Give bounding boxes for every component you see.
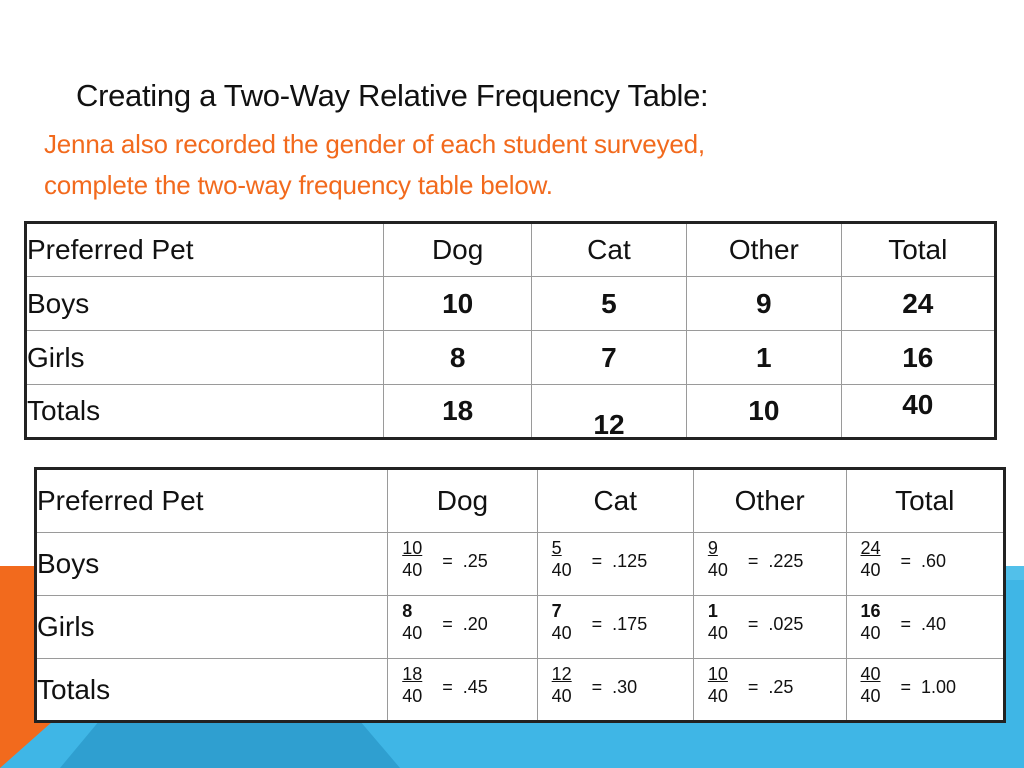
table-row bbox=[26, 331, 996, 385]
fraction-cell bbox=[846, 596, 1004, 659]
denominator: 40 bbox=[402, 686, 423, 706]
decimal-result: = .025 bbox=[747, 614, 804, 634]
denominator: 40 bbox=[551, 560, 572, 580]
header-cell: Preferred Pet bbox=[26, 223, 384, 277]
numerator: 24 bbox=[860, 538, 881, 558]
numerator: 1 bbox=[707, 601, 718, 621]
header-cell: Other bbox=[687, 223, 841, 277]
table-row bbox=[26, 277, 996, 331]
table-header-row bbox=[26, 223, 996, 277]
fraction-cell bbox=[388, 596, 537, 659]
decimal-result: = .225 bbox=[747, 551, 804, 571]
header-cell: Dog bbox=[384, 223, 531, 277]
row-label: Boys bbox=[36, 533, 388, 596]
table-cell: 10 bbox=[687, 385, 841, 439]
slide-title: Creating a Two-Way Relative Frequency Table: bbox=[76, 78, 709, 113]
row-label: Totals bbox=[36, 659, 388, 722]
numerator: 10 bbox=[402, 538, 423, 558]
cell-value: 40 bbox=[902, 389, 934, 420]
table-cell bbox=[531, 385, 686, 439]
denominator: 40 bbox=[402, 623, 423, 643]
decimal-result: = .175 bbox=[591, 614, 648, 634]
decimal-result: = .25 bbox=[442, 551, 488, 571]
denominator: 40 bbox=[707, 623, 728, 643]
fraction-cell bbox=[693, 533, 846, 596]
table-cell: 7 bbox=[531, 331, 686, 385]
table-cell: 5 bbox=[531, 277, 686, 331]
decimal-result: = .25 bbox=[747, 677, 794, 697]
numerator: 40 bbox=[860, 664, 881, 684]
denominator: 40 bbox=[402, 560, 423, 580]
fraction-cell bbox=[693, 659, 846, 722]
numerator: 12 bbox=[551, 664, 572, 684]
denominator: 40 bbox=[860, 686, 881, 706]
decimal-result: = 1.00 bbox=[900, 677, 957, 697]
fraction-cell bbox=[537, 533, 693, 596]
table-cell: 10 bbox=[384, 277, 531, 331]
instruction-line-2: complete the two-way frequency table below. bbox=[44, 170, 553, 200]
decimal-result: = .125 bbox=[591, 551, 648, 571]
row-label: Girls bbox=[36, 596, 388, 659]
table-row bbox=[36, 533, 1005, 596]
instruction-text bbox=[44, 124, 944, 206]
header-cell: Total bbox=[841, 223, 995, 277]
table-cell: 8 bbox=[384, 331, 531, 385]
table-header-row bbox=[36, 469, 1005, 533]
table-cell bbox=[841, 385, 995, 439]
instruction-line-1: Jenna also recorded the gender of each student surveyed, bbox=[44, 129, 705, 159]
header-cell: Other bbox=[693, 469, 846, 533]
denominator: 40 bbox=[860, 560, 881, 580]
numerator: 5 bbox=[551, 538, 562, 558]
fraction-cell bbox=[388, 659, 537, 722]
fraction-cell bbox=[846, 659, 1004, 722]
denominator: 40 bbox=[707, 686, 728, 706]
table-row bbox=[36, 659, 1005, 722]
cell-value: 12 bbox=[593, 409, 625, 440]
numerator: 8 bbox=[402, 601, 413, 621]
decimal-result: = .45 bbox=[442, 677, 488, 697]
numerator: 7 bbox=[551, 601, 562, 621]
fraction-cell bbox=[388, 533, 537, 596]
row-label: Girls bbox=[26, 331, 384, 385]
table-cell: 24 bbox=[841, 277, 995, 331]
table-cell: 18 bbox=[384, 385, 531, 439]
table-cell: 1 bbox=[687, 331, 841, 385]
fraction-cell bbox=[537, 596, 693, 659]
denominator: 40 bbox=[860, 623, 881, 643]
denominator: 40 bbox=[551, 623, 572, 643]
header-cell: Cat bbox=[531, 223, 686, 277]
header-cell: Preferred Pet bbox=[36, 469, 388, 533]
numerator: 18 bbox=[402, 664, 423, 684]
decimal-result: = .20 bbox=[442, 614, 488, 634]
table-cell: 16 bbox=[841, 331, 995, 385]
fraction-cell bbox=[846, 533, 1004, 596]
frequency-table bbox=[24, 221, 997, 440]
denominator: 40 bbox=[551, 686, 572, 706]
header-cell: Dog bbox=[388, 469, 537, 533]
relative-frequency-table bbox=[34, 467, 1006, 723]
numerator: 10 bbox=[707, 664, 728, 684]
numerator: 16 bbox=[860, 601, 881, 621]
table-row bbox=[36, 596, 1005, 659]
fraction-cell bbox=[537, 659, 693, 722]
decimal-result: = .60 bbox=[900, 551, 947, 571]
decimal-result: = .40 bbox=[900, 614, 947, 634]
fraction-cell bbox=[693, 596, 846, 659]
table-cell: 9 bbox=[687, 277, 841, 331]
header-cell: Total bbox=[846, 469, 1004, 533]
decimal-result: = .30 bbox=[591, 677, 638, 697]
row-label: Totals bbox=[26, 385, 384, 439]
denominator: 40 bbox=[707, 560, 728, 580]
row-label: Boys bbox=[26, 277, 384, 331]
table-row bbox=[26, 385, 996, 439]
numerator: 9 bbox=[707, 538, 718, 558]
header-cell: Cat bbox=[537, 469, 693, 533]
